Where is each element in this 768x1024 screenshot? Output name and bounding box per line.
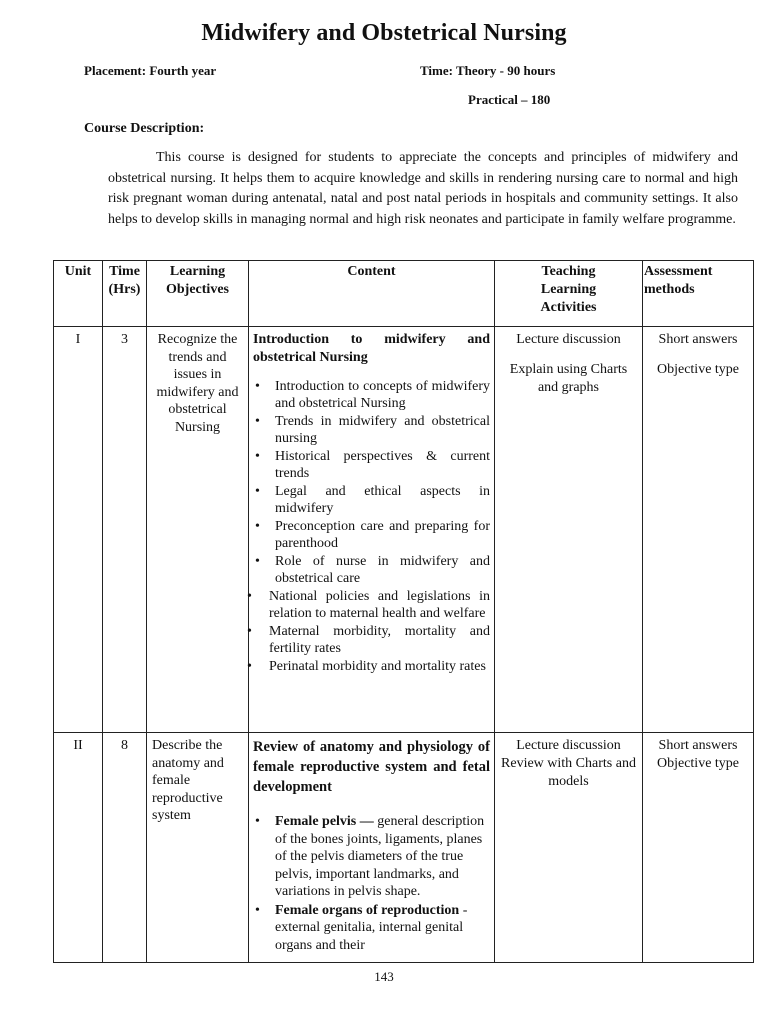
content-cell	[249, 327, 495, 733]
table-header-row	[54, 261, 754, 327]
bullet-text: general description of the bones joints, ligaments, planes of the pelvis diameters of the true pelvis, important landmarks, and variations in pelvis shape.	[275, 814, 485, 899]
header-teaching: Teaching Learning Activities	[495, 261, 643, 327]
content-bullet: • Role of nurse in midwifery and obstetrical care	[253, 553, 490, 587]
teaching-method: Lecture discussion	[516, 738, 621, 753]
course-table	[53, 260, 754, 963]
header-assessment: Assessment methods	[643, 261, 754, 327]
course-description-text: This course is designed for students to appreciate the concepts and principles of midwifery and obstetrical nursing. It helps them to acquire knowledge and skills in rendering nursing care to normal and high risk pregnant woman during antenatal, natal and post natal periods in hospitals and community settings. It also helps to develop skills in managing normal and high risk neonates and participate in family welfare programme.	[108, 150, 738, 227]
theory-time-label: Time: Theory - 90 hours	[420, 63, 556, 78]
course-description-heading: Course Description:	[84, 121, 205, 136]
assessment-cell	[643, 733, 754, 963]
content-bullet	[253, 813, 490, 901]
objectives-cell: Recognize the trends and issues in midwifery and obstetrical Nursing	[147, 327, 249, 733]
table-row	[54, 733, 754, 963]
bullet-text: - external genitalia, internal genital organs and their	[275, 902, 468, 953]
assessment-method: Objective type	[656, 362, 740, 377]
placement-label: Placement: Fourth year	[84, 63, 217, 78]
unit-cell: I	[54, 327, 103, 733]
teaching-method: Review with Charts and models	[501, 756, 636, 789]
bullet-heading: Female pelvis —	[275, 814, 374, 829]
page-number: 143	[374, 969, 394, 984]
content-bullet: • Perinatal morbidity and mortality rates	[253, 658, 490, 675]
teaching-method: Explain using Charts and graphs	[509, 362, 628, 395]
assessment-method: Short answers	[658, 738, 738, 753]
content-bullet	[253, 902, 490, 955]
assessment-method: Objective type	[656, 756, 740, 771]
objectives-cell: Describe the anatomy and female reproductive system	[147, 733, 249, 963]
header-time: Time (Hrs)	[103, 261, 147, 327]
content-title: Review of anatomy and physiology of female reproductive system and fetal development	[253, 739, 490, 795]
time-cell: 3	[103, 327, 147, 733]
assessment-method: Short answers	[658, 332, 738, 347]
teaching-cell	[495, 733, 643, 963]
header-objectives: Learning Objectives	[147, 261, 249, 327]
header-unit: Unit	[54, 261, 103, 327]
content-bullet: • National policies and legislations in relation to maternal health and welfare	[253, 588, 490, 622]
content-bullet: • Trends in midwifery and obstetrical nursing	[253, 413, 490, 447]
assessment-cell	[643, 327, 754, 733]
content-bullet: • Maternal morbidity, mortality and fertility rates	[253, 623, 490, 657]
teaching-method: Lecture discussion	[516, 332, 621, 347]
time-cell: 8	[103, 733, 147, 963]
bullet-heading: Female organs of reproduction	[275, 902, 460, 918]
content-cell	[249, 733, 495, 963]
content-bullet-list	[253, 813, 490, 954]
content-bullet-list	[253, 378, 490, 675]
practical-time-label: Practical – 180	[468, 92, 551, 107]
content-title: Introduction to midwifery and obstetrical Nursing	[253, 332, 490, 365]
content-bullet: • Historical perspectives & current trends	[253, 448, 490, 482]
teaching-cell	[495, 327, 643, 733]
content-bullet: • Introduction to concepts of midwifery and obstetrical Nursing	[253, 378, 490, 412]
content-bullet: • Preconception care and preparing for parenthood	[253, 518, 490, 552]
content-bullet: • Legal and ethical aspects in midwifery	[253, 483, 490, 517]
table-row	[54, 327, 754, 733]
header-content: Content	[249, 261, 495, 327]
page-title: Midwifery and Obstetrical Nursing	[201, 20, 567, 46]
unit-cell: II	[54, 733, 103, 963]
